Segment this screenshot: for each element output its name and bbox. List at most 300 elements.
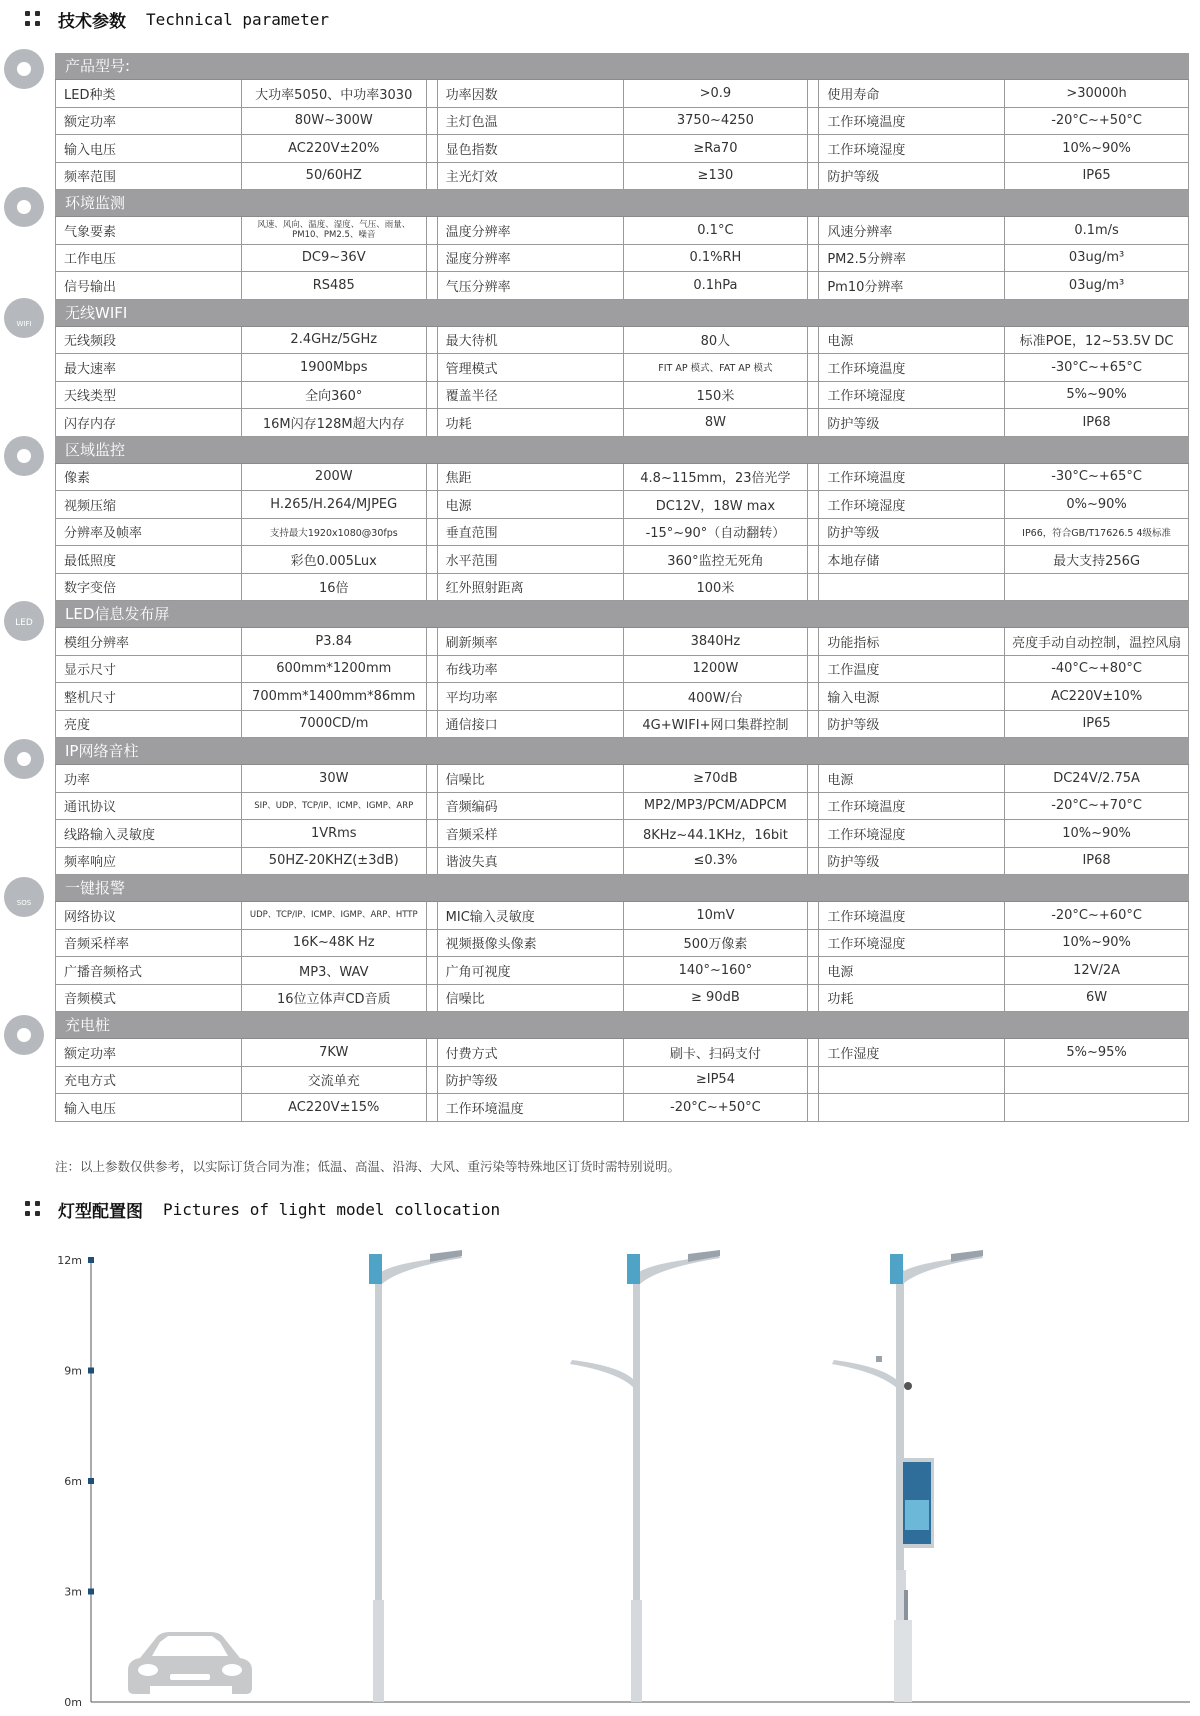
spec-group (55, 875, 1189, 1012)
group-title: 一键报警 (55, 875, 1189, 902)
column-gap (807, 491, 818, 518)
param-label: 电源 (818, 957, 1004, 984)
column-gap (807, 765, 818, 792)
column-gap (807, 80, 818, 107)
param-value (1004, 1094, 1189, 1121)
param-label: 天线类型 (55, 382, 241, 409)
column-gap (426, 574, 437, 601)
column-gap (807, 930, 818, 957)
param-label: 线路输入灵敏度 (55, 820, 241, 847)
table-row (55, 135, 1189, 163)
scale-marker (88, 1257, 94, 1263)
speaker-column (904, 1590, 908, 1620)
param-value: IP66，符合GB/T17626.5 4级标准 (1004, 519, 1189, 546)
table-row (55, 272, 1189, 300)
param-label: 输入电源 (818, 683, 1004, 710)
param-value (1004, 574, 1189, 601)
param-label: 刷新频率 (437, 628, 623, 655)
param-value: 支持最大1920x1080@30fps (241, 519, 426, 546)
param-value: 亮度手动自动控制，温控风扇 (1004, 628, 1189, 655)
param-value: 0.1hPa (623, 272, 808, 299)
param-value: 80人 (623, 327, 808, 354)
param-value: 10%~90% (1004, 135, 1189, 162)
table-row (55, 1039, 1189, 1067)
param-value: 200W (241, 464, 426, 491)
param-label: 主灯色温 (437, 108, 623, 135)
param-label: 工作环境温度 (437, 1094, 623, 1121)
column-gap (426, 793, 437, 820)
column-gap (807, 848, 818, 875)
param-value: 10mV (623, 902, 808, 929)
section-header-technical (22, 4, 329, 34)
param-label: 功率因数 (437, 80, 623, 107)
param-label: 电源 (437, 491, 623, 518)
param-label: 气象要素 (55, 217, 241, 244)
param-value: -20°C~+50°C (623, 1094, 808, 1121)
param-label: 工作湿度 (818, 1039, 1004, 1066)
column-gap (807, 1067, 818, 1094)
param-value: DC24V/2.75A (1004, 765, 1189, 792)
param-label: 网络协议 (55, 902, 241, 929)
car-icon (128, 1632, 252, 1694)
param-label: 模组分辨率 (55, 628, 241, 655)
param-value: IP65 (1004, 711, 1189, 738)
column-gap (807, 272, 818, 299)
param-value: SIP、UDP、TCP/IP、ICMP、IGMP、ARP (241, 793, 426, 820)
column-gap (426, 711, 437, 738)
spec-group (55, 738, 1189, 875)
param-value: 500万像素 (623, 930, 808, 957)
column-gap (807, 628, 818, 655)
table-row (55, 354, 1189, 382)
param-label: 垂直范围 (437, 519, 623, 546)
column-gap (426, 272, 437, 299)
param-label: 防护等级 (818, 163, 1004, 190)
param-label: 无线频段 (55, 327, 241, 354)
param-label: 充电方式 (55, 1067, 241, 1094)
param-label: 工作环境温度 (818, 108, 1004, 135)
table-row (55, 656, 1189, 684)
sos-icon (2, 875, 46, 919)
param-label: 管理模式 (437, 354, 623, 381)
param-value: 7000CD/m (241, 711, 426, 738)
column-gap (807, 108, 818, 135)
param-value: 5%~95% (1004, 1039, 1189, 1066)
table-row (55, 711, 1189, 739)
column-gap (807, 1039, 818, 1066)
param-value: 7KW (241, 1039, 426, 1066)
param-value: 全向360° (241, 382, 426, 409)
column-gap (426, 820, 437, 847)
column-gap (807, 217, 818, 244)
param-label: 工作温度 (818, 656, 1004, 683)
param-label: 闪存内存 (55, 409, 241, 436)
column-gap (807, 354, 818, 381)
param-label: 频率响应 (55, 848, 241, 875)
column-gap (807, 245, 818, 272)
param-label: 工作环境湿度 (818, 820, 1004, 847)
column-gap (807, 957, 818, 984)
param-label: 防护等级 (818, 711, 1004, 738)
table-row (55, 327, 1189, 355)
svg-text:LED: LED (15, 618, 33, 628)
column-gap (807, 382, 818, 409)
column-gap (807, 902, 818, 929)
param-label (818, 574, 1004, 601)
column-gap (807, 793, 818, 820)
param-label: 频率范围 (55, 163, 241, 190)
param-label: 工作环境湿度 (818, 382, 1004, 409)
param-label: 防护等级 (437, 1067, 623, 1094)
param-label: 输入电压 (55, 1094, 241, 1121)
param-label: 湿度分辨率 (437, 245, 623, 272)
column-gap (807, 409, 818, 436)
param-label: 平均功率 (437, 683, 623, 710)
param-value: 100米 (623, 574, 808, 601)
param-value: >30000h (1004, 80, 1189, 107)
param-value: 1900Mbps (241, 354, 426, 381)
param-value: 80W~300W (241, 108, 426, 135)
param-label: 覆盖半径 (437, 382, 623, 409)
param-label: 最大待机 (437, 327, 623, 354)
scale-marks (57, 1254, 94, 1709)
param-label: 通讯协议 (55, 793, 241, 820)
svg-text:SOS: SOS (16, 899, 32, 907)
param-label: 水平范围 (437, 546, 623, 573)
spec-group (55, 437, 1189, 602)
param-label: 广角可视度 (437, 957, 623, 984)
param-value: ≥ 90dB (623, 985, 808, 1012)
charging-icon (2, 1013, 46, 1057)
param-value: MP3、WAV (241, 957, 426, 984)
param-value: 3840Hz (623, 628, 808, 655)
param-value: 8KHz~44.1KHz，16bit (623, 820, 808, 847)
param-value: MP2/MP3/PCM/ADPCM (623, 793, 808, 820)
param-value: 30W (241, 765, 426, 792)
group-title: 产品型号: (55, 53, 1189, 80)
column-gap (426, 957, 437, 984)
column-gap (807, 820, 818, 847)
param-label: 亮度 (55, 711, 241, 738)
column-gap (807, 546, 818, 573)
param-label: 信噪比 (437, 985, 623, 1012)
param-label: 使用寿命 (818, 80, 1004, 107)
param-label: 广播音频格式 (55, 957, 241, 984)
param-label: PM2.5分辨率 (818, 245, 1004, 272)
pole-1 (369, 1250, 462, 1702)
group-title: 区域监控 (55, 437, 1189, 464)
param-label: 布线功率 (437, 656, 623, 683)
table-row (55, 519, 1189, 547)
section-header-collocation (22, 1194, 500, 1224)
scale-marker (88, 1368, 94, 1374)
param-value: 彩色0.005Lux (241, 546, 426, 573)
column-gap (426, 765, 437, 792)
section-title-cn: 灯型配置图 (58, 1201, 143, 1222)
param-value: 交流单充 (241, 1067, 426, 1094)
column-gap (426, 683, 437, 710)
table-row (55, 108, 1189, 136)
table-row (55, 985, 1189, 1013)
param-value: 400W/台 (623, 683, 808, 710)
param-value: -30°C~+65°C (1004, 354, 1189, 381)
param-label: Pm10分辨率 (818, 272, 1004, 299)
table-row (55, 628, 1189, 656)
column-gap (807, 464, 818, 491)
param-label: 音频编码 (437, 793, 623, 820)
param-value: -40°C~+80°C (1004, 656, 1189, 683)
param-label: 主光灯效 (437, 163, 623, 190)
param-label: 音频采样 (437, 820, 623, 847)
table-row (55, 464, 1189, 492)
param-value: -20°C~+50°C (1004, 108, 1189, 135)
column-gap (426, 902, 437, 929)
param-label: 付费方式 (437, 1039, 623, 1066)
param-value: 4.8~115mm，23倍光学 (623, 464, 808, 491)
group-title: 环境监测 (55, 190, 1189, 217)
param-value: -20°C~+70°C (1004, 793, 1189, 820)
param-value: RS485 (241, 272, 426, 299)
column-gap (426, 108, 437, 135)
column-gap (426, 628, 437, 655)
table-row (55, 683, 1189, 711)
param-label: 防护等级 (818, 409, 1004, 436)
param-label: 电源 (818, 327, 1004, 354)
table-row (55, 793, 1189, 821)
param-label: 温度分辨率 (437, 217, 623, 244)
param-value: -15°~90°（自动翻转） (623, 519, 808, 546)
table-row (55, 80, 1189, 108)
param-label: 焦距 (437, 464, 623, 491)
camera-icon (904, 1382, 912, 1390)
charging-post (894, 1620, 912, 1702)
column-gap (426, 1039, 437, 1066)
param-value: 大功率5050、中功率3030 (241, 80, 426, 107)
column-gap (807, 519, 818, 546)
scale-marker (88, 1478, 94, 1484)
param-value: 10%~90% (1004, 820, 1189, 847)
column-gap (426, 985, 437, 1012)
spec-group (55, 53, 1189, 190)
param-value: 5%~90% (1004, 382, 1189, 409)
param-value: >0.9 (623, 80, 808, 107)
group-title: 充电桩 (55, 1012, 1189, 1039)
param-value: 12V/2A (1004, 957, 1189, 984)
param-label: 视频摄像头像素 (437, 930, 623, 957)
footnote: 注：以上参数仅供参考，以实际订货合同为准；低温、高温、沿海、大风、重污染等特殊地区订货时需特别说明。 (55, 1159, 681, 1174)
spec-group (55, 1012, 1189, 1122)
column-gap (426, 546, 437, 573)
group-title: LED信息发布屏 (55, 601, 1189, 628)
column-gap (426, 491, 437, 518)
led-icon (2, 599, 46, 643)
table-row (55, 217, 1189, 245)
param-value: ≥130 (623, 163, 808, 190)
svg-text:WIFI: WIFI (16, 319, 32, 328)
param-value: -20°C~+60°C (1004, 902, 1189, 929)
group-title: IP网络音柱 (55, 738, 1189, 765)
param-label: 工作环境湿度 (818, 930, 1004, 957)
column-gap (807, 135, 818, 162)
param-value: IP65 (1004, 163, 1189, 190)
spec-group (55, 300, 1189, 437)
param-label: 功能指标 (818, 628, 1004, 655)
table-row (55, 765, 1189, 793)
param-value: H.265/H.264/MJPEG (241, 491, 426, 518)
param-value: 150米 (623, 382, 808, 409)
column-gap (426, 163, 437, 190)
speaker-icon (2, 737, 46, 781)
table-row (55, 1067, 1189, 1095)
table-row (55, 902, 1189, 930)
dots-icon (22, 1198, 44, 1220)
param-value: 50HZ-20KHZ(±3dB) (241, 848, 426, 875)
column-gap (807, 1094, 818, 1121)
column-gap (807, 163, 818, 190)
param-label: 功率 (55, 765, 241, 792)
column-gap (426, 217, 437, 244)
param-label: 工作电压 (55, 245, 241, 272)
column-gap (426, 848, 437, 875)
table-row (55, 245, 1189, 273)
param-label: 显色指数 (437, 135, 623, 162)
section-title-en: Technical parameter (146, 9, 330, 29)
scale-label: 12m (57, 1254, 82, 1267)
param-value: 2.4GHz/5GHz (241, 327, 426, 354)
column-gap (426, 519, 437, 546)
param-label: 防护等级 (818, 848, 1004, 875)
param-label: 视频压缩 (55, 491, 241, 518)
scale-label: 0m (64, 1696, 82, 1709)
param-value: IP68 (1004, 848, 1189, 875)
column-gap (426, 382, 437, 409)
column-gap (807, 327, 818, 354)
param-value: AC220V±20% (241, 135, 426, 162)
param-label: 工作环境温度 (818, 464, 1004, 491)
table-row (55, 574, 1189, 602)
dots-icon (22, 8, 44, 30)
param-value: 03ug/m³ (1004, 272, 1189, 299)
param-label: 整机尺寸 (55, 683, 241, 710)
column-gap (807, 574, 818, 601)
column-gap (426, 135, 437, 162)
pole-2 (570, 1250, 720, 1702)
spec-group (55, 190, 1189, 300)
param-label: 通信接口 (437, 711, 623, 738)
wifi-panel (890, 1254, 903, 1284)
param-value: 600mm*1200mm (241, 656, 426, 683)
wifi-panel (627, 1254, 640, 1284)
param-label: 工作环境湿度 (818, 491, 1004, 518)
param-label: 工作环境湿度 (818, 135, 1004, 162)
column-gap (807, 683, 818, 710)
cloud-icon (2, 185, 46, 229)
param-value: ≥Ra70 (623, 135, 808, 162)
param-label: 工作环境温度 (818, 354, 1004, 381)
param-value: UDP、TCP/IP、ICMP、IGMP、ARP、HTTP (241, 902, 426, 929)
wifi-icon (2, 296, 46, 340)
param-value: 16M闪存128M超大内存 (241, 409, 426, 436)
param-value: 140°~160° (623, 957, 808, 984)
param-value: DC9~36V (241, 245, 426, 272)
param-value: 1200W (623, 656, 808, 683)
param-label: 功耗 (437, 409, 623, 436)
param-value (1004, 1067, 1189, 1094)
spec-tables (55, 53, 1189, 1122)
param-label: 显示尺寸 (55, 656, 241, 683)
light-model-diagram (0, 1240, 1200, 1716)
param-label: 输入电压 (55, 135, 241, 162)
param-value: 50/60HZ (241, 163, 426, 190)
param-value: 0.1°C (623, 217, 808, 244)
table-row (55, 546, 1189, 574)
param-label: 最低照度 (55, 546, 241, 573)
param-value: P3.84 (241, 628, 426, 655)
param-label: 最大速率 (55, 354, 241, 381)
param-value: 风速、风向、温度、湿度、气压、雨量、PM10、PM2.5、噪音 (241, 217, 426, 244)
scale-marker (88, 1589, 94, 1595)
param-label: 信噪比 (437, 765, 623, 792)
column-gap (426, 245, 437, 272)
param-label: 红外照射距离 (437, 574, 623, 601)
param-value: 10%~90% (1004, 930, 1189, 957)
table-row (55, 848, 1189, 876)
column-gap (426, 354, 437, 381)
scale-label: 6m (64, 1475, 82, 1488)
param-label: 气压分辨率 (437, 272, 623, 299)
param-value: ≥IP54 (623, 1067, 808, 1094)
param-label: 数字变倍 (55, 574, 241, 601)
table-row (55, 409, 1189, 437)
param-value: 03ug/m³ (1004, 245, 1189, 272)
param-value: 700mm*1400mm*86mm (241, 683, 426, 710)
param-value: 16位立体声CD音质 (241, 985, 426, 1012)
param-label: MIC输入灵敏度 (437, 902, 623, 929)
param-label: 本地存储 (818, 546, 1004, 573)
param-label: 电源 (818, 765, 1004, 792)
column-gap (807, 711, 818, 738)
camera-icon (2, 434, 46, 478)
table-row (55, 491, 1189, 519)
param-label: 风速分辨率 (818, 217, 1004, 244)
param-label: 额定功率 (55, 1039, 241, 1066)
table-row (55, 820, 1189, 848)
param-value: 16倍 (241, 574, 426, 601)
param-label (818, 1067, 1004, 1094)
param-value: AC220V±10% (1004, 683, 1189, 710)
param-value: IP68 (1004, 409, 1189, 436)
sun-icon (2, 47, 46, 91)
param-value: 0.1m/s (1004, 217, 1189, 244)
column-gap (807, 656, 818, 683)
param-value: AC220V±15% (241, 1094, 426, 1121)
param-value: FIT AP 模式、FAT AP 模式 (623, 354, 808, 381)
param-label: 音频模式 (55, 985, 241, 1012)
column-gap (426, 409, 437, 436)
section-title-en: Pictures of light model collocation (163, 1199, 501, 1219)
param-value: 最大支持256G (1004, 546, 1189, 573)
column-gap (426, 1094, 437, 1121)
param-label: 像素 (55, 464, 241, 491)
column-gap (426, 464, 437, 491)
param-value: 8W (623, 409, 808, 436)
param-label: 功耗 (818, 985, 1004, 1012)
param-label: LED种类 (55, 80, 241, 107)
param-label: 防护等级 (818, 519, 1004, 546)
param-value: 16K~48K Hz (241, 930, 426, 957)
table-row (55, 957, 1189, 985)
table-row (55, 1094, 1189, 1122)
